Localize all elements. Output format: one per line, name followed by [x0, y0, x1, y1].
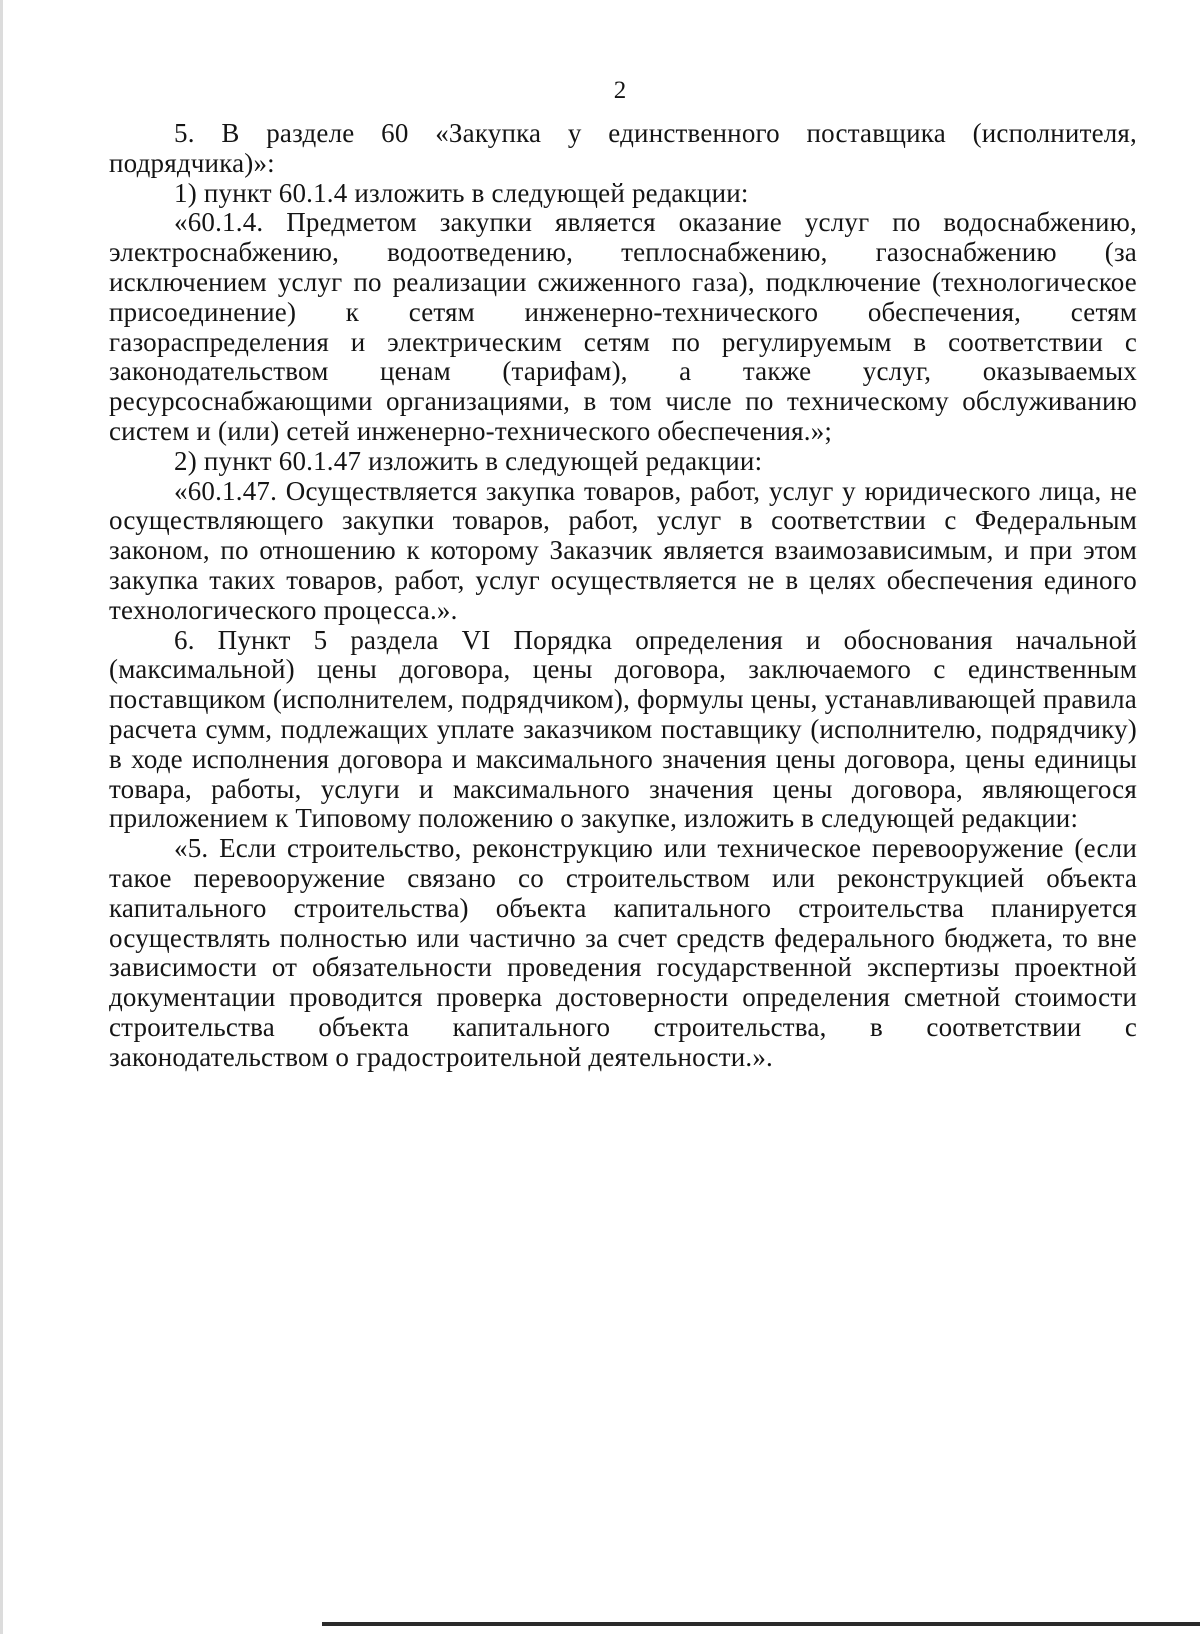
paragraph-60-1-4: «60.1.4. Предметом закупки является оказание услуг по водоснабжению, электроснабжению, водоотведению, теплоснабжению, газоснабжению (за исключением услуг по реализации сжиженного газа), подключение (технологическое присоединение) к сетям инженерно-технического обеспечения, сетям газораспределения и электрическим сетям по регулируемым в соответствии с законодательством ценам (тарифам), а также услуг, оказываемых ресурсоснабжающими организациями, в том числе по техническому обслуживанию систем и (или) сетей инженерно-технического обеспечения.»; [109, 207, 1137, 446]
paragraph-item-1: 1) пункт 60.1.4 изложить в следующей редакции: [174, 177, 749, 208]
page-number: 2 [613, 77, 627, 104]
paragraph-section-5: 5. В разделе 60 «Закупка у единственного поставщика (исполнителя, подрядчика)»: [109, 118, 1137, 178]
scan-bottom-edge-line [322, 1622, 1200, 1626]
paragraph-60-1-47: «60.1.47. Осуществляется закупка товаров, работ, услуг у юридического лица, не осуществляющего закупки товаров, работ, услуг в соответствии с Федеральным законом, по отношению к которому Заказчик является взаимозависимым, и при этом закупка таких товаров, работ, услуг осуществляется не в целях обеспечения единого технологического процесса.». [109, 475, 1137, 625]
paragraph-section-6: 6. Пункт 5 раздела VI Порядка определения и обоснования начальной (максимальной) цены договора, цены договора, заключаемого с единственным поставщиком (исполнителем, подрядчиком), формулы цены, устанавливающей правила расчета сумм, подлежащих уплате заказчиком поставщику (исполнителю, подрядчику) в ходе исполнения договора и максимального значения цены договора, цены единицы товара, работы, услуги и максимального значения цены договора, являющегося приложением к Типовому положению о закупке, изложить в следующей редакции: [109, 624, 1137, 834]
paragraph-point-5: «5. Если строительство, реконструкцию или техническое перевооружение (если такое перевооружение связано со строительством или реконструкцией объекта капитального строительства) объекта капитального строительства планируется осуществлять полностью или частично за счет средств федерального бюджета, то вне зависимости от обязательности проведения государственной экспертизы проектной документации проводится проверка достоверности определения сметной стоимости строительства объекта капитального строительства, в соответствии с законодательством о градостроительной деятельности.». [109, 833, 1137, 1072]
scan-left-edge [0, 0, 3, 1634]
paragraph-item-2: 2) пункт 60.1.47 изложить в следующей редакции: [174, 445, 763, 476]
document-body [109, 119, 1137, 1073]
